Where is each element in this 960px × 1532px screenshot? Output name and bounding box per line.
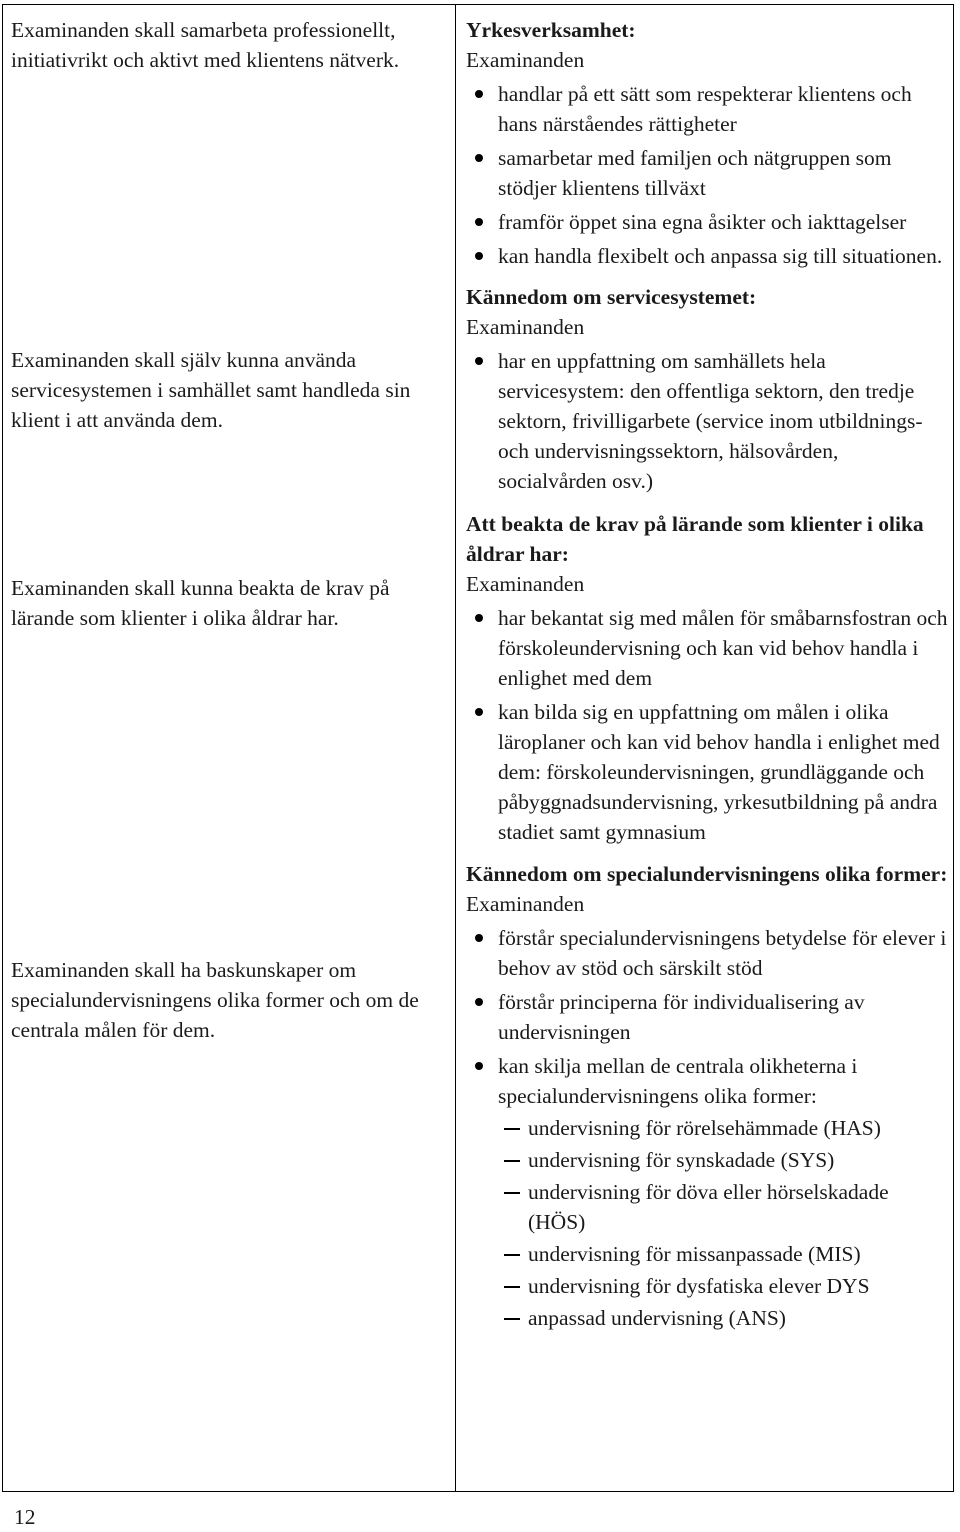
bullet-icon (475, 1062, 483, 1070)
section-servicesystemet (466, 282, 950, 496)
bullet-item: framför öppet sina egna åsikter och iakttagelser (466, 207, 950, 237)
bullet-item: kan skilja mellan de centrala olikheterna i specialundervisningens olika former: (466, 1051, 950, 1111)
section-subject: Examinanden (466, 315, 585, 339)
bullet-icon (475, 998, 483, 1006)
section-heading: Yrkesverksamhet: (466, 18, 636, 42)
bullet-item: samarbetar med familjen och nätgruppen som stödjer klientens tillväxt (466, 143, 950, 203)
bullet-icon (475, 218, 483, 226)
section-heading: Kännedom om specialundervisningens olika former: (466, 862, 948, 886)
dash-item: anpassad undervisning (ANS) (498, 1303, 950, 1333)
dash-icon (504, 1160, 520, 1162)
bullet-item: har en uppfattning om samhällets hela servicesystem: den offentliga sektorn, den tredje sektorn, frivilligarbete (service inom utbildnings- och undervisningssektorn, hälsovården, socialvården osv.) (466, 346, 950, 496)
bullet-icon (475, 614, 483, 622)
section-heading: Att beakta de krav på lärande som klienter i olika åldrar har: (466, 512, 924, 566)
bullet-list (466, 603, 950, 847)
bullet-item: kan bilda sig en uppfattning om målen i olika läroplaner och kan vid behov handla i enlighet med dem: förskoleundervisningen, grundläggande och påbyggnadsundervisning, yrkesutbildning på andra stadiet samt gymnasium (466, 697, 950, 847)
left-paragraph-4: Examinanden skall ha baskunskaper om specialundervisningens olika former och om de centrala målen för dem. (11, 958, 419, 1042)
section-subject: Examinanden (466, 892, 585, 916)
section-yrkesverksamhet (466, 15, 950, 271)
dash-item: undervisning för rörelsehämmade (HAS) (498, 1113, 950, 1143)
page-number: 12 (14, 1505, 36, 1529)
dash-icon (504, 1286, 520, 1288)
dash-icon (504, 1318, 520, 1320)
section-larande (466, 509, 950, 847)
section-specialundervisning (466, 859, 950, 1333)
dash-item: undervisning för döva eller hörselskadade (HÖS) (498, 1177, 950, 1237)
dash-list (466, 1113, 950, 1333)
column-divider (455, 5, 456, 1491)
section-subject: Examinanden (466, 48, 585, 72)
left-paragraph-3: Examinanden skall kunna beakta de krav på lärande som klienter i olika åldrar har. (11, 576, 390, 630)
bullet-item: förstår principerna för individualisering av undervisningen (466, 987, 950, 1047)
section-subject: Examinanden (466, 572, 585, 596)
dash-icon (504, 1128, 520, 1130)
bullet-icon (475, 708, 483, 716)
right-column (466, 15, 950, 1333)
dash-item: undervisning för synskadade (SYS) (498, 1145, 950, 1175)
bullet-icon (475, 90, 483, 98)
bullet-item: handlar på ett sätt som respekterar klientens och hans närståendes rättigheter (466, 79, 950, 139)
bullet-list (466, 923, 950, 1111)
bullet-icon (475, 252, 483, 260)
bullet-icon (475, 357, 483, 365)
bullet-icon (475, 154, 483, 162)
bullet-list (466, 346, 950, 496)
dash-icon (504, 1192, 520, 1194)
dash-icon (504, 1254, 520, 1256)
bullet-item: har bekantat sig med målen för småbarnsfostran och förskoleundervisning och kan vid behov handla i enlighet med dem (466, 603, 950, 693)
bullet-icon (475, 934, 483, 942)
dash-item: undervisning för missanpassade (MIS) (498, 1239, 950, 1269)
bullet-item: förstår specialundervisningens betydelse för elever i behov av stöd och särskilt stöd (466, 923, 950, 983)
left-paragraph-1: Examinanden skall samarbeta professionellt, initiativrikt och aktivt med klientens nätverk. (11, 18, 400, 72)
section-heading: Kännedom om servicesystemet: (466, 285, 757, 309)
bullet-item: kan handla flexibelt och anpassa sig till situationen. (466, 241, 950, 271)
left-paragraph-2: Examinanden skall själv kunna använda servicesystemen i samhället samt handleda sin klient i att använda dem. (11, 348, 411, 432)
dash-item: undervisning för dysfatiska elever DYS (498, 1271, 950, 1301)
bullet-list (466, 79, 950, 271)
